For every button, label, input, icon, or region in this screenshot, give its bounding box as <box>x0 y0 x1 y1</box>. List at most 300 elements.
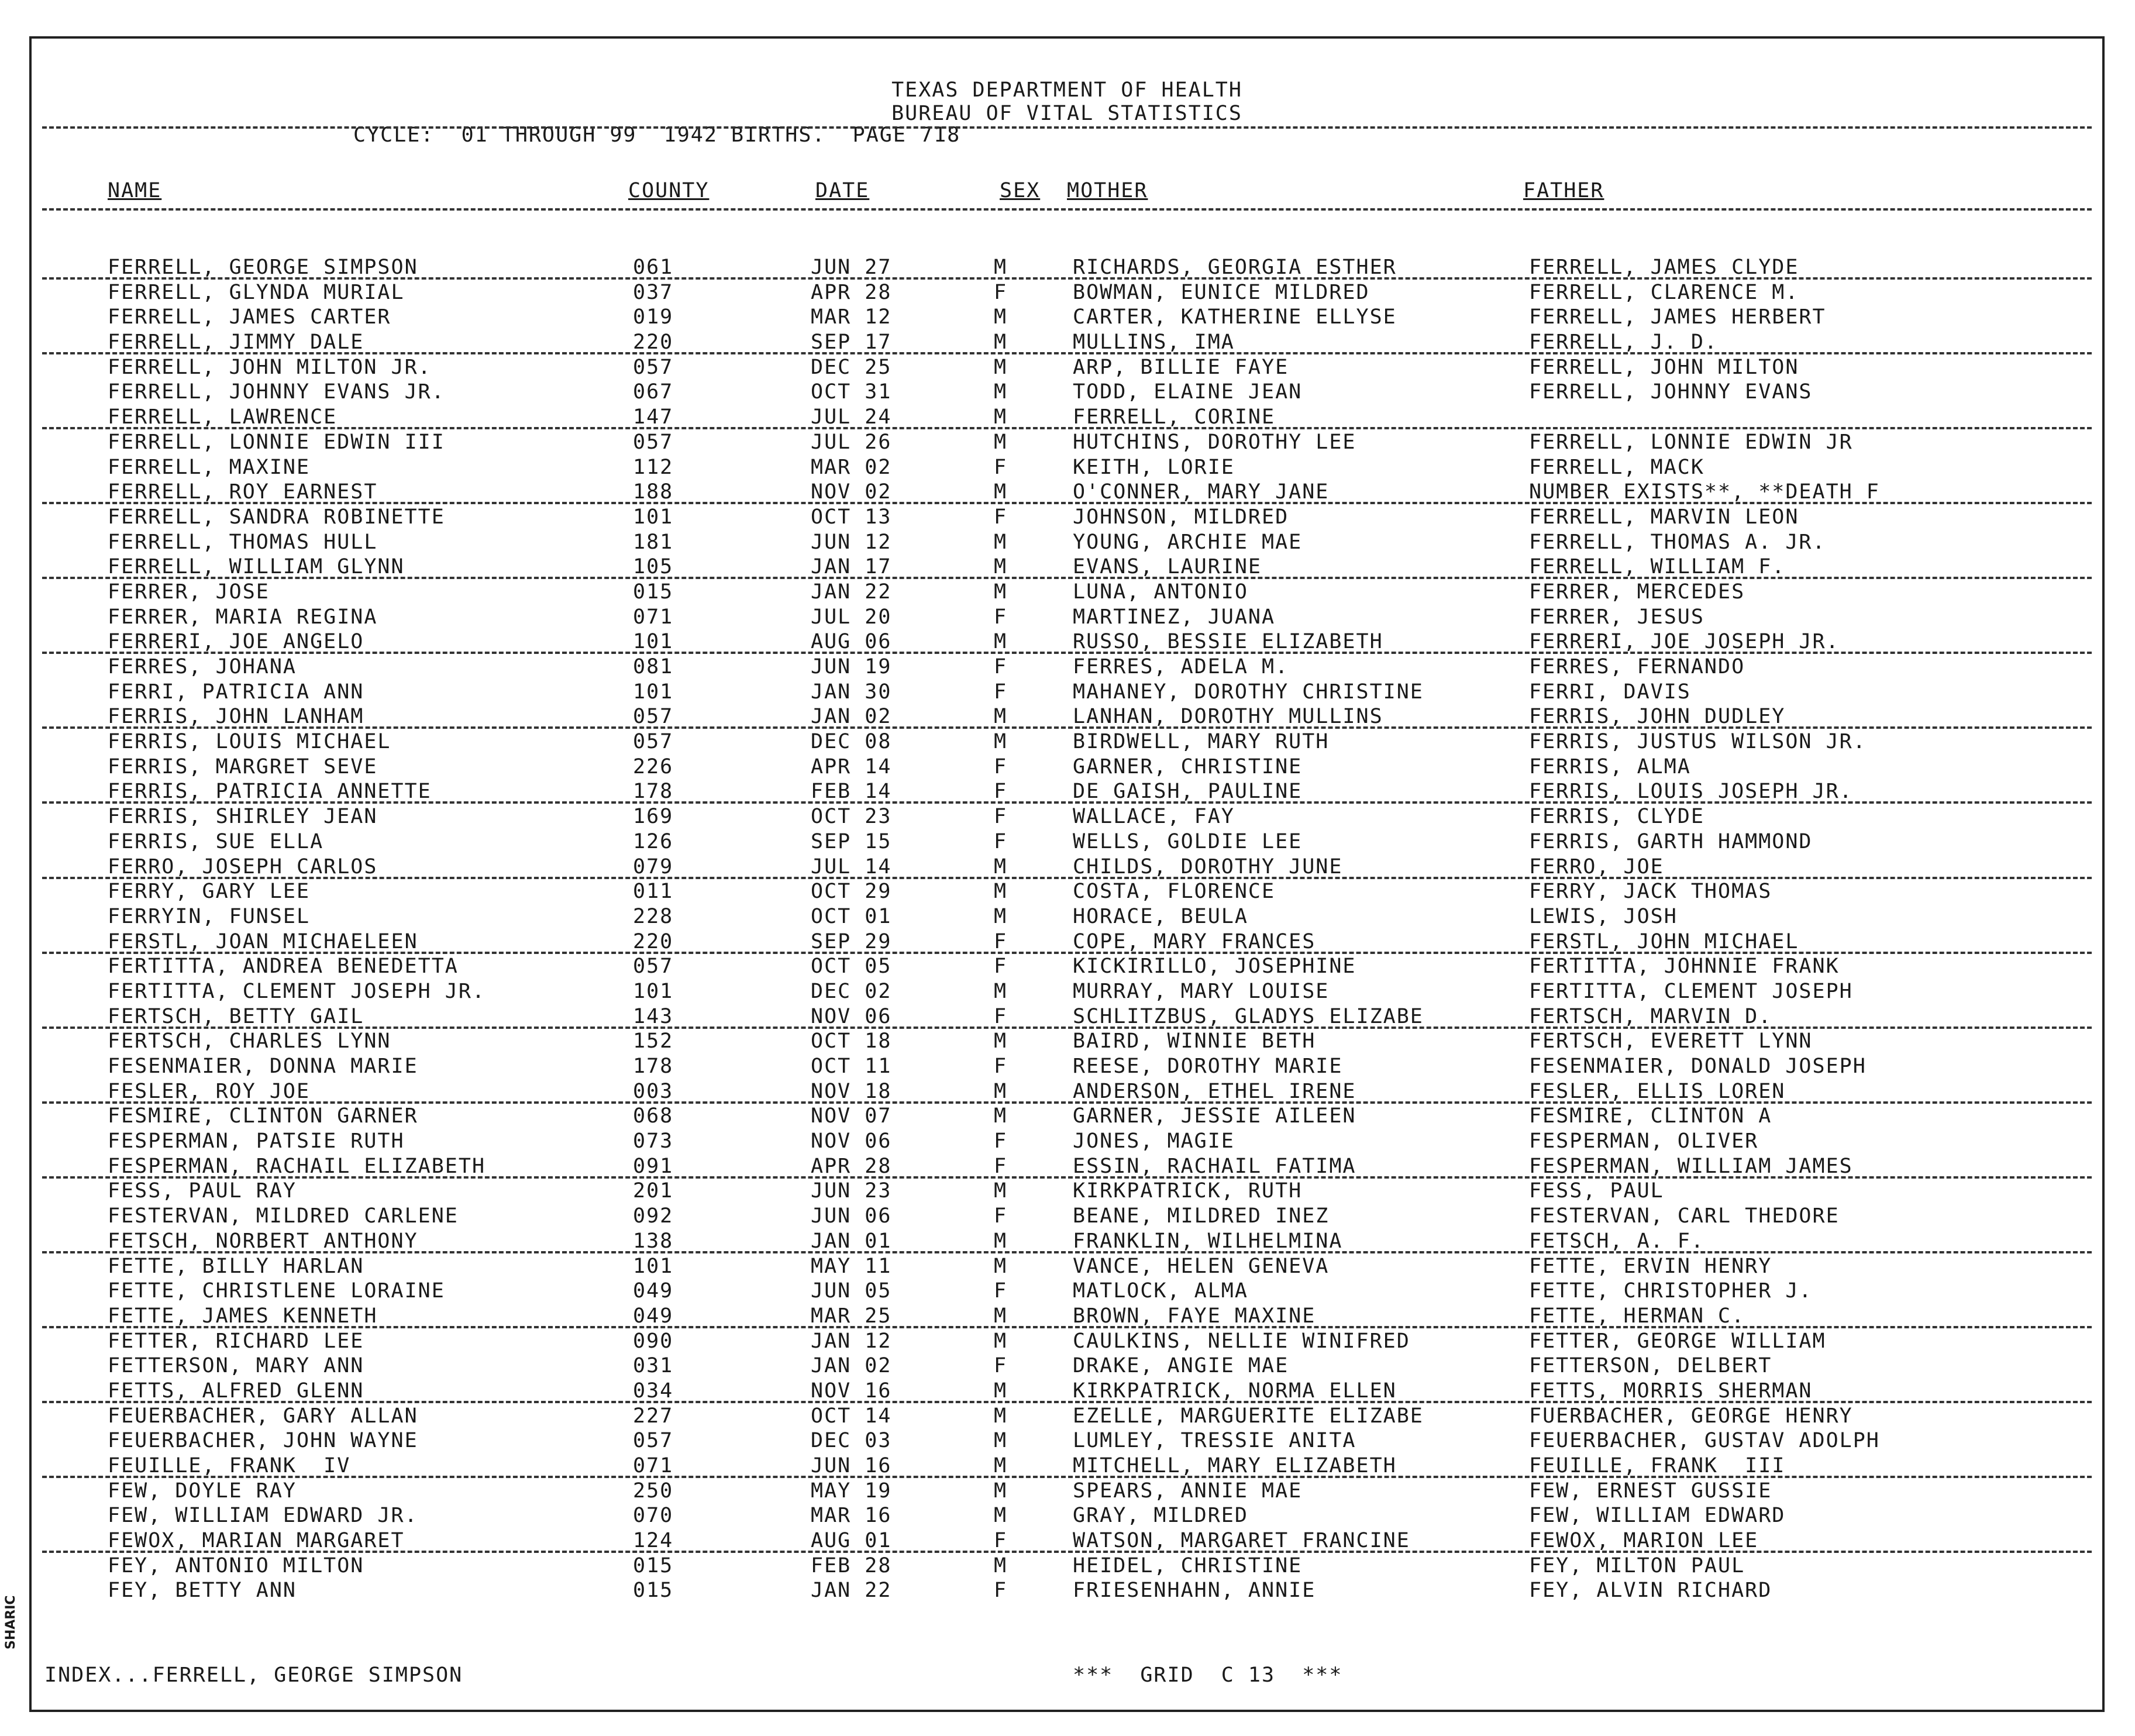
cell-name: FERRELL, ROY EARNEST <box>108 480 378 504</box>
cell-father: FERRER, JESUS <box>1529 605 1704 629</box>
cell-father: FETTERSON, DELBERT <box>1529 1354 1772 1378</box>
cell-mother: HEIDEL, CHRISTINE <box>1073 1554 1303 1577</box>
bureau-title: BUREAU OF VITAL STATISTICS <box>891 102 1242 125</box>
cell-sex: F <box>994 780 1008 804</box>
cell-sex: F <box>994 755 1008 779</box>
cell-county: 071 <box>633 605 674 629</box>
cell-county: 201 <box>633 1179 674 1203</box>
cell-county: 071 <box>633 1454 674 1477</box>
table-row <box>32 330 2102 355</box>
table-row <box>32 904 2102 929</box>
cell-sex: F <box>994 929 1008 953</box>
cell-name: FESPERMAN, RACHAIL ELIZABETH <box>108 1154 486 1178</box>
cell-father: FERTITTA, JOHNNIE FRANK <box>1529 955 1840 979</box>
cell-name: FESTERVAN, MILDRED CARLENE <box>108 1204 459 1228</box>
table-row <box>32 929 2102 955</box>
table-row <box>32 755 2102 780</box>
cell-date: FEB 14 <box>811 780 892 804</box>
cell-date: JUN 12 <box>811 530 892 554</box>
cell-county: 037 <box>633 280 674 304</box>
cell-date: JAN 17 <box>811 555 892 579</box>
cell-mother: COSTA, FLORENCE <box>1073 880 1276 904</box>
cell-sex: F <box>994 1354 1008 1378</box>
table-row <box>32 1154 2102 1179</box>
cell-date: DEC 08 <box>811 730 892 754</box>
cell-father: FERRER, MERCEDES <box>1529 580 1745 604</box>
cell-date: MAY 11 <box>811 1254 892 1278</box>
cell-sex: M <box>994 730 1008 754</box>
cell-name: FERRERI, JOE ANGELO <box>108 630 364 654</box>
cell-father: FERRIS, ALMA <box>1529 755 1691 779</box>
cell-name: FERRIS, JOHN LANHAM <box>108 705 364 729</box>
page-frame <box>29 36 2105 1712</box>
table-row <box>32 954 2102 979</box>
cell-date: NOV 18 <box>811 1079 892 1103</box>
cell-name: FESS, PAUL RAY <box>108 1179 297 1203</box>
cell-name: FERRELL, SANDRA ROBINETTE <box>108 505 445 529</box>
cell-mother: HUTCHINS, DOROTHY LEE <box>1073 430 1356 454</box>
cell-name: FEW, DOYLE RAY <box>108 1479 297 1503</box>
table-row <box>32 704 2102 729</box>
cell-name: FERRELL, LONNIE EDWIN III <box>108 430 445 454</box>
cell-county: 079 <box>633 855 674 879</box>
cell-sex: F <box>994 280 1008 304</box>
table-row <box>32 979 2102 1004</box>
cell-mother: EZELLE, MARGUERITE ELIZABE <box>1073 1404 1424 1428</box>
cell-date: APR 28 <box>811 1154 892 1178</box>
cell-date: JAN 02 <box>811 705 892 729</box>
cell-name: FEY, BETTY ANN <box>108 1579 297 1603</box>
index-footer: INDEX...FERRELL, GEORGE SIMPSON <box>44 1663 463 1687</box>
cell-name: FERRELL, JAMES CARTER <box>108 305 391 329</box>
cell-county: 057 <box>633 1429 674 1453</box>
cell-sex: M <box>994 1079 1008 1103</box>
cell-name: FERRYIN, FUNSEL <box>108 904 311 928</box>
cell-sex: M <box>994 380 1008 404</box>
divider <box>42 208 2092 211</box>
cell-mother: COPE, MARY FRANCES <box>1073 929 1316 953</box>
table-row <box>32 430 2102 455</box>
cell-date: OCT 31 <box>811 380 892 404</box>
cell-father: FESPERMAN, WILLIAM JAMES <box>1529 1154 1853 1178</box>
table-row <box>32 1229 2102 1254</box>
cell-date: JUL 14 <box>811 855 892 879</box>
table-row <box>32 505 2102 530</box>
cell-date: OCT 14 <box>811 1404 892 1428</box>
cell-sex: M <box>994 1304 1008 1328</box>
table-row <box>32 405 2102 430</box>
cell-sex: F <box>994 1529 1008 1553</box>
cell-father: FERRELL, WILLIAM F. <box>1529 555 1786 579</box>
cell-mother: ANDERSON, ETHEL IRENE <box>1073 1079 1356 1103</box>
cell-mother: O'CONNER, MARY JANE <box>1073 480 1330 504</box>
cell-county: 250 <box>633 1479 674 1503</box>
cell-mother: WELLS, GOLDIE LEE <box>1073 829 1303 853</box>
cell-county: 067 <box>633 380 674 404</box>
cell-date: JUL 20 <box>811 605 892 629</box>
cell-mother: CARTER, KATHERINE ELLYSE <box>1073 305 1397 329</box>
cell-sex: M <box>994 880 1008 904</box>
cell-mother: GARNER, CHRISTINE <box>1073 755 1303 779</box>
cell-name: FERRELL, JIMMY DALE <box>108 330 364 354</box>
cell-father: FERRO, JOE <box>1529 855 1664 879</box>
cell-date: JUN 27 <box>811 256 892 279</box>
cell-father: FEY, MILTON PAUL <box>1529 1554 1745 1577</box>
cell-date: JUN 19 <box>811 655 892 678</box>
cell-county: 124 <box>633 1529 674 1553</box>
cell-sex: M <box>994 580 1008 604</box>
table-row <box>32 804 2102 829</box>
cell-county: 178 <box>633 780 674 804</box>
cell-date: MAR 25 <box>811 1304 892 1328</box>
table-row <box>32 1379 2102 1404</box>
cell-sex: M <box>994 355 1008 379</box>
table-row <box>32 1503 2102 1528</box>
table-row <box>32 1554 2102 1579</box>
cell-date: DEC 25 <box>811 355 892 379</box>
cell-father: FESPERMAN, OLIVER <box>1529 1129 1759 1153</box>
cell-name: FEUERBACHER, JOHN WAYNE <box>108 1429 418 1453</box>
cell-sex: F <box>994 455 1008 479</box>
table-row <box>32 554 2102 580</box>
cell-date: JUN 23 <box>811 1179 892 1203</box>
cell-date: JAN 22 <box>811 580 892 604</box>
cell-mother: SCHLITZBUS, GLADYS ELIZABE <box>1073 1004 1424 1028</box>
cell-name: FETTE, BILLY HARLAN <box>108 1254 364 1278</box>
cell-county: 143 <box>633 1004 674 1028</box>
cell-mother: MAHANEY, DOROTHY CHRISTINE <box>1073 680 1424 704</box>
cell-mother: WALLACE, FAY <box>1073 805 1235 829</box>
cell-name: FETTE, JAMES KENNETH <box>108 1304 378 1328</box>
cell-county: 057 <box>633 705 674 729</box>
cell-father: FERRELL, J. D. <box>1529 330 1719 354</box>
cell-county: 227 <box>633 1404 674 1428</box>
cell-father: FERSTL, JOHN MICHAEL <box>1529 929 1799 953</box>
cell-date: JUL 26 <box>811 430 892 454</box>
table-row <box>32 1004 2102 1029</box>
cell-sex: F <box>994 805 1008 829</box>
table-row <box>32 1528 2102 1554</box>
table-row <box>32 255 2102 280</box>
cell-county: 220 <box>633 929 674 953</box>
table-row <box>32 1479 2102 1504</box>
cell-county: 003 <box>633 1079 674 1103</box>
cell-mother: BIRDWELL, MARY RUTH <box>1073 730 1330 754</box>
cell-county: 015 <box>633 580 674 604</box>
table-row <box>32 480 2102 505</box>
cell-sex: M <box>994 480 1008 504</box>
divider <box>42 126 2092 129</box>
cell-father: FERRELL, JAMES HERBERT <box>1529 305 1826 329</box>
cell-mother: KEITH, LORIE <box>1073 455 1235 479</box>
cell-sex: M <box>994 1479 1008 1503</box>
cell-name: FESPERMAN, PATSIE RUTH <box>108 1129 405 1153</box>
cell-sex: M <box>994 330 1008 354</box>
cell-sex: M <box>994 530 1008 554</box>
cell-name: FESMIRE, CLINTON GARNER <box>108 1104 418 1128</box>
cell-father: FERRIS, LOUIS JOSEPH JR. <box>1529 780 1853 804</box>
cell-date: NOV 07 <box>811 1104 892 1128</box>
cell-sex: M <box>994 405 1008 429</box>
table-row <box>32 1029 2102 1054</box>
cell-sex: M <box>994 1229 1008 1253</box>
cell-father: FERRELL, LONNIE EDWIN JR <box>1529 430 1853 454</box>
cell-father: FETSCH, A. F. <box>1529 1229 1704 1253</box>
cell-sex: M <box>994 855 1008 879</box>
table-row <box>32 1329 2102 1354</box>
cell-mother: MITCHELL, MARY ELIZABETH <box>1073 1454 1397 1477</box>
cell-sex: F <box>994 955 1008 979</box>
cell-county: 169 <box>633 805 674 829</box>
cell-father: FERRI, DAVIS <box>1529 680 1691 704</box>
cell-father: FERTSCH, MARVIN D. <box>1529 1004 1772 1028</box>
table-row <box>32 1104 2102 1129</box>
cell-mother: CHILDS, DOROTHY JUNE <box>1073 855 1343 879</box>
column-header-sex: SEX <box>1000 179 1041 202</box>
cell-father: FERRELL, JOHN MILTON <box>1529 355 1799 379</box>
cell-name: FETTER, RICHARD LEE <box>108 1329 364 1353</box>
cell-name: FETSCH, NORBERT ANTHONY <box>108 1229 418 1253</box>
cell-name: FERRELL, JOHNNY EVANS JR. <box>108 380 445 404</box>
cell-county: 178 <box>633 1055 674 1078</box>
table-row <box>32 655 2102 680</box>
cell-name: FERRIS, LOUIS MICHAEL <box>108 730 391 754</box>
cell-mother: REESE, DOROTHY MARIE <box>1073 1055 1343 1078</box>
cell-county: 112 <box>633 455 674 479</box>
cell-mother: FRIESENHAHN, ANNIE <box>1073 1579 1316 1603</box>
cell-sex: F <box>994 1129 1008 1153</box>
cell-date: FEB 28 <box>811 1554 892 1577</box>
cell-father: FERRELL, JAMES CLYDE <box>1529 256 1799 279</box>
cell-name: FERRELL, THOMAS HULL <box>108 530 378 554</box>
cell-county: 073 <box>633 1129 674 1153</box>
cell-mother: YOUNG, ARCHIE MAE <box>1073 530 1303 554</box>
cell-date: MAR 12 <box>811 305 892 329</box>
cell-mother: MARTINEZ, JUANA <box>1073 605 1276 629</box>
cell-name: FEUERBACHER, GARY ALLAN <box>108 1404 418 1428</box>
cell-name: FERRELL, GEORGE SIMPSON <box>108 256 418 279</box>
cell-county: 101 <box>633 979 674 1003</box>
cell-father: FERRELL, CLARENCE M. <box>1529 280 1799 304</box>
cell-date: DEC 02 <box>811 979 892 1003</box>
cell-father: FERRY, JACK THOMAS <box>1529 880 1772 904</box>
cycle-line: CYCLE: 01 THROUGH 99 1942 BIRTHS. PAGE 718 <box>353 123 961 147</box>
cell-county: 101 <box>633 680 674 704</box>
cell-mother: BROWN, FAYE MAXINE <box>1073 1304 1316 1328</box>
cell-name: FERRIS, SUE ELLA <box>108 829 324 853</box>
table-row <box>32 1353 2102 1379</box>
cell-sex: M <box>994 1429 1008 1453</box>
cell-father: FERRIS, JUSTUS WILSON JR. <box>1529 730 1867 754</box>
cell-county: 070 <box>633 1504 674 1528</box>
table-row <box>32 1129 2102 1154</box>
cell-sex: M <box>994 1179 1008 1203</box>
cell-father: FESMIRE, CLINTON A <box>1529 1104 1772 1128</box>
cell-mother: VANCE, HELEN GENEVA <box>1073 1254 1330 1278</box>
column-header-mother: MOTHER <box>1067 179 1148 202</box>
table-row <box>32 629 2102 655</box>
cell-mother: ARP, BILLIE FAYE <box>1073 355 1289 379</box>
cell-sex: M <box>994 256 1008 279</box>
column-header-county: COUNTY <box>628 179 710 202</box>
cell-mother: FRANKLIN, WILHELMINA <box>1073 1229 1343 1253</box>
cell-date: AUG 06 <box>811 630 892 654</box>
cell-mother: BEANE, MILDRED INEZ <box>1073 1204 1330 1228</box>
cell-mother: HORACE, BEULA <box>1073 904 1248 928</box>
cell-mother: CAULKINS, NELLIE WINIFRED <box>1073 1329 1410 1353</box>
cell-date: JAN 22 <box>811 1579 892 1603</box>
table-row <box>32 1079 2102 1104</box>
cell-date: OCT 01 <box>811 904 892 928</box>
cell-name: FERSTL, JOAN MICHAELEEN <box>108 929 418 953</box>
cell-date: DEC 03 <box>811 1429 892 1453</box>
cell-date: NOV 06 <box>811 1129 892 1153</box>
cell-sex: M <box>994 430 1008 454</box>
cell-name: FERTSCH, CHARLES LYNN <box>108 1029 391 1053</box>
cell-date: JUN 16 <box>811 1454 892 1477</box>
cell-father: FEUERBACHER, GUSTAV ADOLPH <box>1529 1429 1880 1453</box>
cell-date: JUN 05 <box>811 1279 892 1303</box>
cell-date: JUN 06 <box>811 1204 892 1228</box>
cell-father: FERRIS, CLYDE <box>1529 805 1704 829</box>
cell-name: FETTERSON, MARY ANN <box>108 1354 364 1378</box>
cell-date: MAY 19 <box>811 1479 892 1503</box>
table-row <box>32 580 2102 605</box>
column-header-father: FATHER <box>1523 179 1604 202</box>
cell-father: FESS, PAUL <box>1529 1179 1664 1203</box>
cell-sex: M <box>994 1029 1008 1053</box>
table-row <box>32 729 2102 755</box>
cell-county: 057 <box>633 730 674 754</box>
cell-county: 181 <box>633 530 674 554</box>
cell-date: JAN 30 <box>811 680 892 704</box>
agency-title: TEXAS DEPARTMENT OF HEALTH <box>891 78 1242 102</box>
cell-sex: M <box>994 1454 1008 1477</box>
cell-name: FERRI, PATRICIA ANN <box>108 680 364 704</box>
cell-father: FERRELL, THOMAS A. JR. <box>1529 530 1826 554</box>
table-row <box>32 605 2102 630</box>
cell-county: 090 <box>633 1329 674 1353</box>
cell-name: FERRO, JOSEPH CARLOS <box>108 855 378 879</box>
cell-date: OCT 23 <box>811 805 892 829</box>
cell-date: JAN 02 <box>811 1354 892 1378</box>
cell-mother: SPEARS, ANNIE MAE <box>1073 1479 1303 1503</box>
cell-county: 049 <box>633 1304 674 1328</box>
cell-mother: MULLINS, IMA <box>1073 330 1235 354</box>
table-row <box>32 1578 2102 1603</box>
cell-sex: M <box>994 904 1008 928</box>
cell-mother: GARNER, JESSIE AILEEN <box>1073 1104 1356 1128</box>
cell-date: NOV 02 <box>811 480 892 504</box>
table-row <box>32 380 2102 405</box>
cell-county: 152 <box>633 1029 674 1053</box>
cell-county: 019 <box>633 305 674 329</box>
cell-county: 034 <box>633 1379 674 1403</box>
cell-father: FERRELL, JOHNNY EVANS <box>1529 380 1813 404</box>
cell-county: 092 <box>633 1204 674 1228</box>
cell-mother: FERRELL, CORINE <box>1073 405 1276 429</box>
cell-name: FERRER, JOSE <box>108 580 270 604</box>
cell-name: FERRELL, LAWRENCE <box>108 405 338 429</box>
cell-sex: F <box>994 1204 1008 1228</box>
cell-father: FUERBACHER, GEORGE HENRY <box>1529 1404 1853 1428</box>
cell-mother: DRAKE, ANGIE MAE <box>1073 1354 1289 1378</box>
grid-footer: *** GRID C 13 *** <box>1073 1663 1343 1687</box>
cell-sex: F <box>994 829 1008 853</box>
table-row <box>32 280 2102 305</box>
cell-county: 126 <box>633 829 674 853</box>
cell-father: FEWOX, MARION LEE <box>1529 1529 1759 1553</box>
cell-county: 057 <box>633 955 674 979</box>
cell-county: 061 <box>633 256 674 279</box>
cell-name: FERRIS, PATRICIA ANNETTE <box>108 780 432 804</box>
cell-mother: RUSSO, BESSIE ELIZABETH <box>1073 630 1383 654</box>
cell-mother: BOWMAN, EUNICE MILDRED <box>1073 280 1370 304</box>
cell-mother: FERRES, ADELA M. <box>1073 655 1289 678</box>
cell-mother: EVANS, LAURINE <box>1073 555 1262 579</box>
cell-mother: MATLOCK, ALMA <box>1073 1279 1248 1303</box>
cell-name: FERTITTA, CLEMENT JOSEPH JR. <box>108 979 486 1003</box>
table-row <box>32 1179 2102 1204</box>
side-label: SHARIC <box>4 1595 18 1649</box>
cell-name: FEWOX, MARIAN MARGARET <box>108 1529 405 1553</box>
cell-sex: M <box>994 1379 1008 1403</box>
cell-date: AUG 01 <box>811 1529 892 1553</box>
cell-sex: M <box>994 1329 1008 1353</box>
cell-father: FETTE, HERMAN C. <box>1529 1304 1745 1328</box>
cell-sex: M <box>994 979 1008 1003</box>
cell-father: FETTE, CHRISTOPHER J. <box>1529 1279 1813 1303</box>
table-row <box>32 1453 2102 1479</box>
cell-county: 101 <box>633 505 674 529</box>
cell-county: 057 <box>633 430 674 454</box>
table-row <box>32 1304 2102 1329</box>
cell-date: APR 14 <box>811 755 892 779</box>
table-row <box>32 455 2102 480</box>
cell-date: OCT 11 <box>811 1055 892 1078</box>
table-row <box>32 1279 2102 1304</box>
cell-father: FERRIS, GARTH HAMMOND <box>1529 829 1813 853</box>
cell-father: FERRELL, MARVIN LEON <box>1529 505 1799 529</box>
cell-name: FERRELL, WILLIAM GLYNN <box>108 555 405 579</box>
cell-name: FERTITTA, ANDREA BENEDETTA <box>108 955 459 979</box>
cell-sex: F <box>994 605 1008 629</box>
cell-sex: M <box>994 1404 1008 1428</box>
cell-date: JUL 24 <box>811 405 892 429</box>
cell-mother: GRAY, MILDRED <box>1073 1504 1248 1528</box>
cell-mother: LUNA, ANTONIO <box>1073 580 1248 604</box>
table-row <box>32 680 2102 705</box>
cell-date: SEP 17 <box>811 330 892 354</box>
cell-mother: LUMLEY, TRESSIE ANITA <box>1073 1429 1356 1453</box>
cell-father: FETTE, ERVIN HENRY <box>1529 1254 1772 1278</box>
cell-name: FERRER, MARIA REGINA <box>108 605 378 629</box>
cell-mother: KICKIRILLO, JOSEPHINE <box>1073 955 1356 979</box>
cell-date: OCT 29 <box>811 880 892 904</box>
cell-name: FEY, ANTONIO MILTON <box>108 1554 364 1577</box>
cell-father: FESENMAIER, DONALD JOSEPH <box>1529 1055 1867 1078</box>
cell-name: FEUILLE, FRANK IV <box>108 1454 351 1477</box>
cell-sex: F <box>994 655 1008 678</box>
cell-county: 049 <box>633 1279 674 1303</box>
cell-county: 101 <box>633 630 674 654</box>
cell-name: FERRIS, MARGRET SEVE <box>108 755 378 779</box>
cell-father: FERTITTA, CLEMENT JOSEPH <box>1529 979 1853 1003</box>
cell-date: SEP 29 <box>811 929 892 953</box>
table-row <box>32 1054 2102 1079</box>
cell-county: 105 <box>633 555 674 579</box>
cell-mother: KIRKPATRICK, NORMA ELLEN <box>1073 1379 1397 1403</box>
